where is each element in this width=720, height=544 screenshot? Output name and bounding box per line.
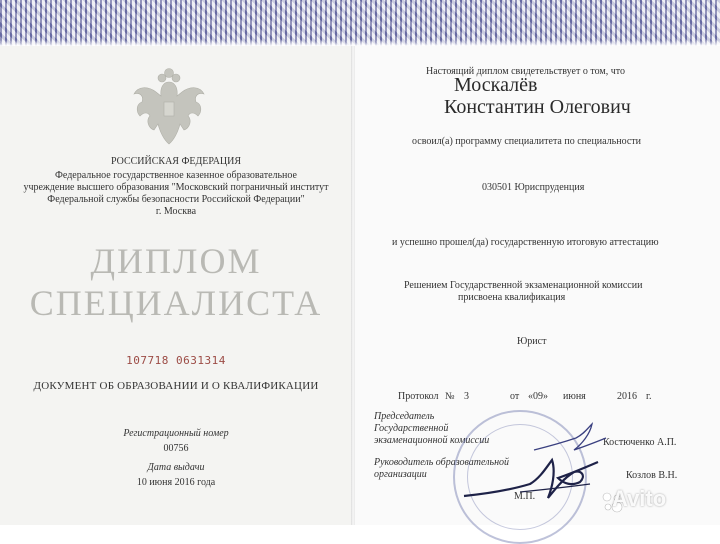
registration-number: 00756 — [163, 443, 189, 454]
issue-date-label: Дата выдачи — [147, 462, 205, 473]
commission-decision: Решением Государственной экзаменационной комиссии — [404, 280, 643, 291]
document-type: ДОКУМЕНТ ОБ ОБРАЗОВАНИИ И О КВАЛИФИКАЦИИ — [33, 380, 319, 392]
protocol-day: «09» — [528, 391, 548, 402]
diploma-title: ДИПЛОМ — [90, 241, 262, 281]
serial-number: 107718 0631314 — [126, 354, 226, 367]
protocol-from: от — [510, 391, 520, 402]
protocol-year: 2016 — [617, 391, 637, 402]
protocol-year-suffix: г. — [646, 391, 652, 402]
qualification-caption: присвоена квалификация — [458, 292, 566, 303]
protocol-number: 3 — [464, 391, 469, 402]
program-statement: освоил(а) программу специалитета по специальности — [412, 136, 641, 147]
protocol-month: июня — [563, 391, 586, 402]
org-city: г. Москва — [155, 206, 197, 217]
head-signature — [460, 448, 610, 508]
graduate-surname: Москалёв — [454, 74, 538, 96]
chair-title: Государственной — [374, 423, 449, 434]
org-line: учреждение высшего образования "Московский пограничный институт — [23, 182, 329, 193]
issue-date: 10 июня 2016 года — [136, 477, 216, 488]
chair-name: Костюченко А.П. — [603, 437, 677, 448]
coat-of-arms-emblem — [130, 68, 208, 148]
protocol-number-sign: № — [445, 391, 455, 402]
chair-title: Председатель — [374, 411, 435, 422]
intro-text: Настоящий диплом свидетельствует о том, что — [426, 66, 625, 77]
org-line: Федеральное государственное казенное образовательное — [55, 170, 297, 181]
chair-title: экзаменационной комиссии — [374, 435, 490, 446]
attestation-statement: и успешно прошел(да) государственную итоговую аттестацию — [392, 237, 659, 248]
country-label: РОССИЙСКАЯ ФЕДЕРАЦИЯ — [110, 156, 242, 167]
protocol-label: Протокол — [398, 391, 439, 402]
head-name: Козлов В.Н. — [626, 470, 678, 481]
org-line: Федеральной службы безопасности Российской Федерации" — [47, 194, 305, 205]
registration-label: Регистрационный номер — [123, 428, 229, 439]
decorative-border — [0, 0, 720, 46]
seal-place: М.П. — [514, 491, 536, 502]
diploma-subtitle: СПЕЦИАЛИСТА — [29, 283, 323, 323]
avito-watermark: Avito — [612, 486, 667, 511]
graduate-given-names: Константин Олегович — [444, 96, 631, 118]
head-title: организации — [374, 469, 427, 480]
qualification: Юрист — [517, 336, 547, 347]
specialty: 030501 Юриспруденция — [482, 182, 585, 193]
head-title: Руководитель образовательной — [374, 457, 510, 468]
